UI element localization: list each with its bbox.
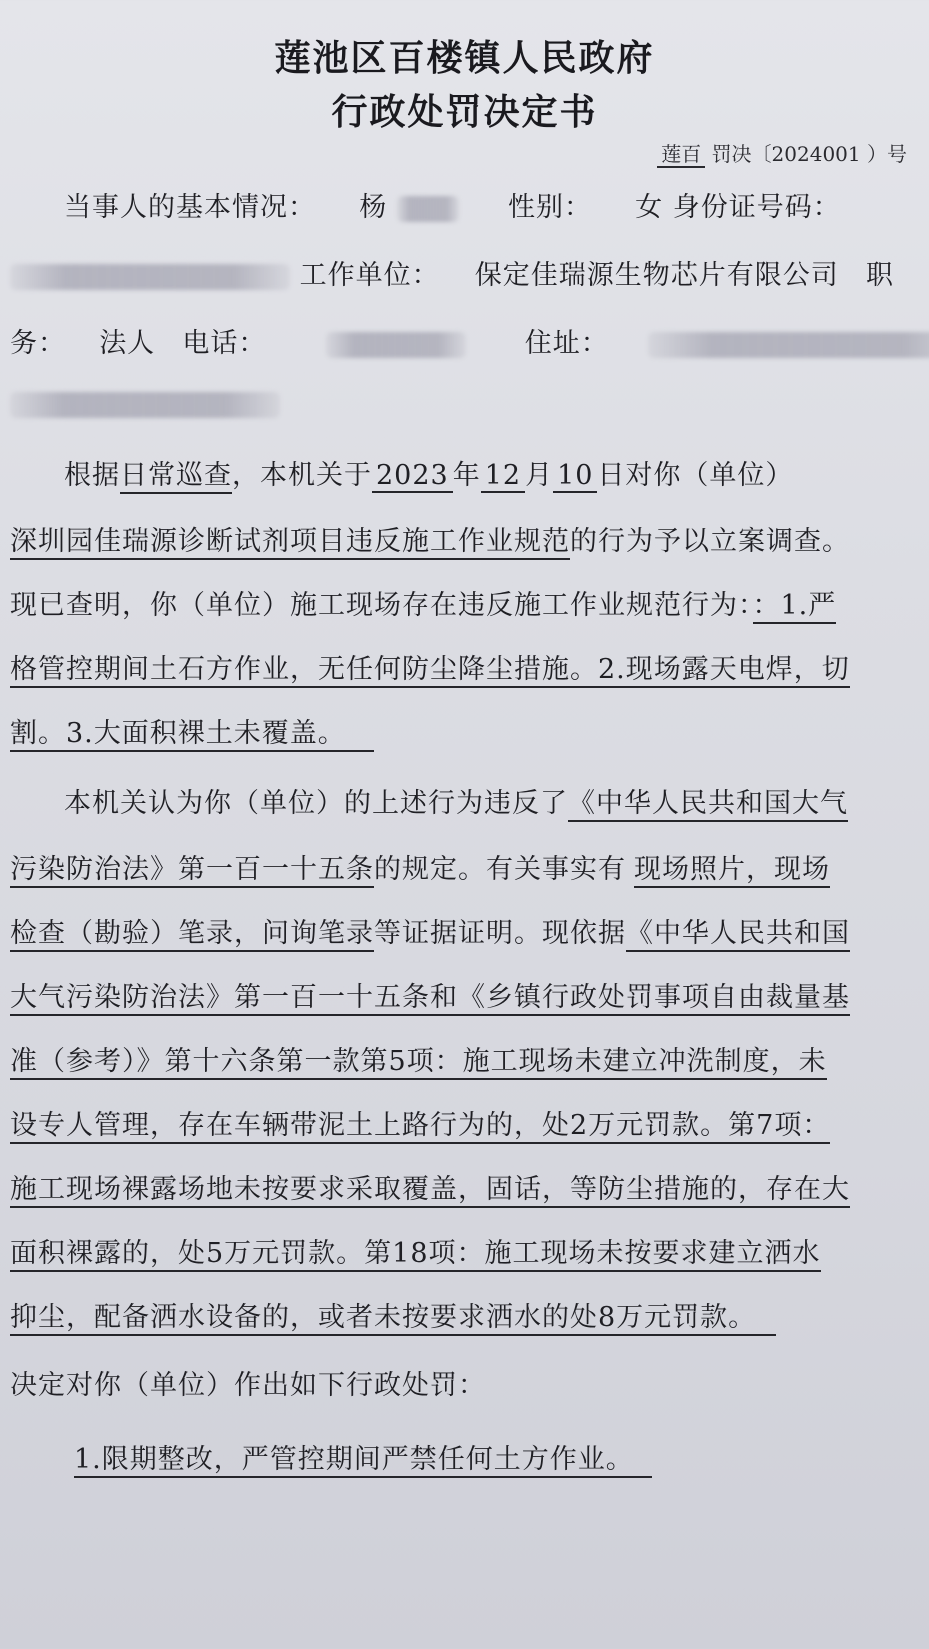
penalty-basis: 大气污染防治法》第一百一十五条和《乡镇行政处罚事项自由裁量基	[10, 982, 850, 1016]
para1-text: 的行为予以立案调查。	[570, 526, 850, 557]
party-label: 当事人的基本情况：	[64, 192, 316, 223]
legal-basis: 污染防治法》第一百一十五条	[10, 854, 374, 888]
para2-line8	[10, 1236, 920, 1272]
para1-text: 日对你（单位）	[597, 460, 794, 491]
gender-value: 女	[635, 192, 664, 223]
party-name: 杨	[359, 192, 388, 223]
party-line-1	[64, 190, 929, 226]
address-label: 住址：	[524, 328, 609, 359]
doc-number-prefix: 莲百	[657, 142, 705, 168]
para2-line4	[10, 980, 920, 1016]
penalty-item-1: 1.限期整改，严管控期间严禁任何土方作业。	[74, 1444, 652, 1478]
evidence: 现场照片，现场	[634, 854, 830, 888]
redacted-address-cont	[10, 392, 280, 418]
para2-line9	[10, 1300, 920, 1336]
inspection-source: 日常巡查	[120, 460, 232, 494]
doc-number-middle: 罚决〔2024001 ）号	[711, 142, 907, 166]
para2-text: 等证据证明。现依据	[374, 918, 626, 949]
penalty-basis: 准（参考）》第十六条第一款第5项：施工现场未建立冲洗制度，未	[10, 1046, 827, 1080]
para1-text: 根据	[64, 460, 120, 491]
penalty-basis: 抑尘，配备洒水设备的，或者未按要求洒水的处8万元罚款。	[10, 1302, 776, 1336]
violation-facts: 格管控期间土石方作业，无任何防尘降尘措施。2.现场露天电焊，切	[10, 654, 850, 688]
violation-facts: ：1.严	[753, 590, 837, 624]
position-value: 法人	[99, 328, 156, 359]
redacted-address	[648, 332, 929, 358]
position-label-b: 务：	[10, 328, 66, 359]
para1-text: ，本机关于	[232, 460, 372, 491]
para2-text: 的规定。有关事实有	[374, 854, 626, 885]
gender-label: 性别：	[507, 192, 592, 223]
case-day: 10	[553, 460, 597, 493]
para1-text: 现已查明，你（单位）施工现场存在违反施工作业规范行为：	[10, 590, 753, 621]
para1-line4	[10, 652, 920, 688]
violation-facts: 割。3.大面积裸土未覆盖。	[10, 718, 374, 752]
case-year: 2023	[372, 460, 453, 493]
para2-line2	[10, 852, 920, 888]
redacted-phone	[326, 332, 466, 358]
party-line-2	[10, 258, 920, 294]
para1-text: 年	[452, 460, 481, 491]
document-number	[657, 138, 907, 167]
party-line-3	[10, 326, 920, 362]
decision-item-1	[74, 1442, 924, 1478]
legal-basis: 《中华人民共和国大气	[568, 788, 848, 822]
phone-label: 电话：	[182, 328, 267, 359]
employer-label: 工作单位：	[299, 260, 440, 291]
id-label: 身份证号码：	[672, 192, 841, 223]
decision-intro: 决定对你（单位）作出如下行政处罚：	[10, 1370, 486, 1401]
para2-line6	[10, 1108, 920, 1144]
para2-line5	[10, 1044, 920, 1080]
para1-line1	[64, 458, 924, 494]
case-month: 12	[481, 460, 525, 493]
para1-text: 月	[525, 460, 554, 491]
case-subject: 深圳园佳瑞源诊断试剂项目违反施工作业规范	[10, 526, 570, 560]
party-line-4	[10, 386, 920, 422]
redacted-id-number	[10, 264, 290, 290]
position-label-a: 职	[865, 260, 894, 291]
penalty-basis: 面积裸露的，处5万元罚款。第18项：施工现场未按要求建立洒水	[10, 1238, 821, 1272]
para2-line7	[10, 1172, 920, 1208]
para2-line1	[64, 786, 924, 822]
employer-value: 保定佳瑞源生物芯片有限公司	[474, 260, 839, 291]
para1-line3	[10, 588, 920, 624]
penalty-basis: 设专人管理，存在车辆带泥土上路行为的，处2万元罚款。第7项：	[10, 1110, 830, 1144]
evidence: 检查（勘验）笔录，问询笔录	[10, 918, 374, 952]
para1-line5	[10, 716, 920, 752]
document-title-line1: 莲池区百楼镇人民政府	[274, 37, 655, 79]
para1-line2	[10, 524, 920, 560]
penalty-basis: 施工现场裸露场地未按要求采取覆盖，固话，等防尘措施的，存在大	[10, 1174, 850, 1208]
para2-line3	[10, 916, 920, 952]
penalty-basis: 《中华人民共和国	[626, 918, 850, 952]
para2-text: 本机关认为你（单位）的上述行为违反了	[64, 788, 568, 819]
document-title-line2: 行政处罚决定书	[331, 91, 598, 133]
redacted-name	[397, 196, 459, 222]
